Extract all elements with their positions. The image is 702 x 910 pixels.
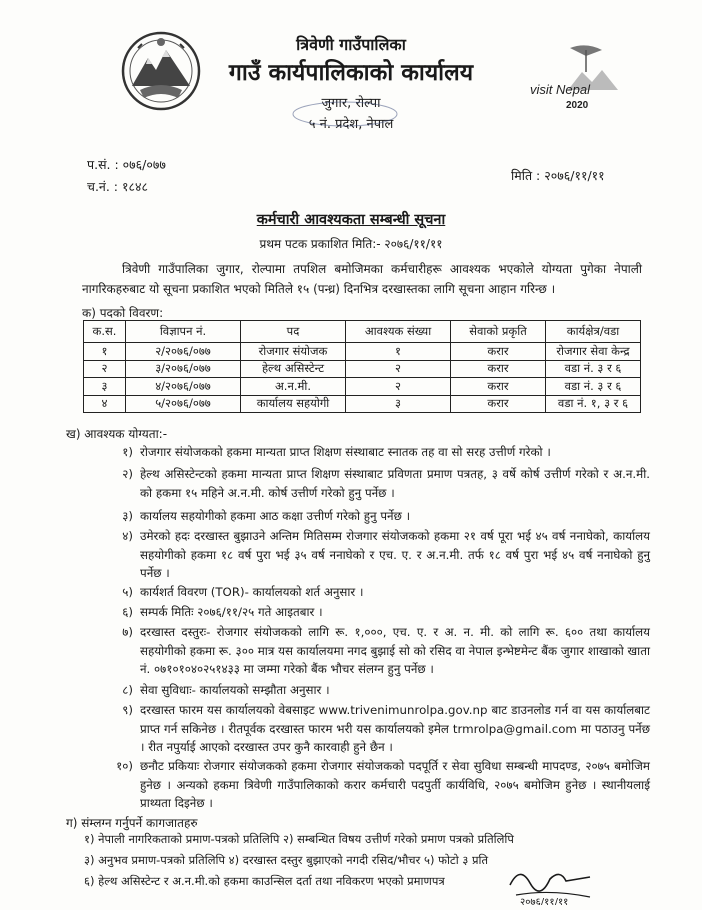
dispatch-number: च.नं. : १८४८	[87, 179, 148, 194]
office-province: ५ नं. प्रदेश, नेपाल	[308, 117, 394, 132]
requirement-text: छनौट प्रकियाः रोजगार संयोजकको हकमा रोजगार संयोजकको पदपूर्ति र सेवा सुविधा सम्बन्धी मापदण्ड, २०७५ बमोजिम हुनेछ । अन्यको हकमा त्रिवेणी गाउँपालिकाको करार कर्मचारी पदपुर्ती कार्यविधि, २०७५ बमोजिम हुनेछ । स्थानीयलाई प्राथ्यता दिइनेछ ।	[140, 759, 650, 810]
table-cell: करार	[451, 360, 546, 378]
table-row	[84, 343, 641, 361]
table-cell: अ.न.मी.	[241, 378, 346, 396]
attachment-line: १) नेपाली नागरिकताको प्रमाण-पत्रको प्रतिलिपि २) सम्बन्धित विषय उत्तीर्ण गरेको प्रमाण पत्रको प्रतिलिपि	[84, 832, 514, 846]
requirement-text: रोजगार संयोजकको हकमा मान्यता प्राप्त शिक्षण संस्थाबाट स्नातक तह वा सो सरह उत्तीर्ण गरेको ।	[140, 445, 551, 459]
table-cell: ४	[84, 395, 126, 413]
visit-nepal-year: 2020	[566, 100, 589, 111]
section-post-details-heading: क) पदको विवरण:	[82, 306, 164, 320]
table-cell: करार	[451, 343, 546, 361]
visit-nepal-logo-icon	[530, 42, 622, 112]
office-name: गाउँ कार्यपालिकाको कार्यालय	[228, 60, 474, 86]
table-cell: वडा नं. ३ र ६	[546, 378, 641, 396]
table-cell: करार	[451, 378, 546, 396]
requirement-text: सम्पर्क मितिः २०७६/११/२५ गते आइतबार ।	[140, 605, 323, 619]
signature-date: २०७६/११/११	[520, 897, 569, 905]
table-row	[84, 395, 641, 413]
attachment-line: ३) अनुभव प्रमाण-पत्रको प्रतिलिपि ४) दरखास्त दस्तुर बुझाएको नगदी रसिद/भौचर ५) फोटो ३ प्रति	[84, 853, 489, 867]
requirement-number: ७)	[122, 625, 133, 639]
requirement-number: ५)	[122, 585, 133, 599]
table-cell: रोजगार संयोजक	[241, 343, 346, 361]
office-stamp-mark	[290, 100, 400, 128]
table-header-cell: कार्यक्षेत्र/वडा	[546, 321, 641, 343]
table-header-cell: सेवाको प्रकृति	[451, 321, 546, 343]
posts-table	[83, 320, 641, 413]
section-attachments-heading: ग) संम्लग्न गर्नुपर्ने कागजातहरु	[66, 816, 198, 830]
table-cell: १	[346, 343, 451, 361]
table-cell: वडा नं. १, ३ र ६	[546, 395, 641, 413]
requirement-text: उमेरको हदः दरखास्त बुझाउने अन्तिम मितिसम्म रोजगार संयोजकको हकमा २१ वर्ष पूरा भई ४५ वर्ष ननाघेको, कार्यालय सहयोगीको हकमा १८ वर्ष पुरा भई ३५ वर्ष ननाघेको र एच. ए. र अ.न.मी. तर्फ १८ वर्ष पुरा भई ४५ वर्ष ननाघेको हुनु पर्नेछ ।	[140, 529, 650, 580]
table-cell: वडा नं. ३ र ६	[546, 360, 641, 378]
intro-paragraph: त्रिवेणी गाउँपालिका जुगार, रोल्पामा तपशिल बमोजिमका कर्मचारीहरू आवश्यक भएकोले योग्यता पुगेका नेपाली नागरिकहरुबाट यो सूचना प्रकाशित भएको मितिले १५ (पन्ध्र) दिनभित्र दरखास्तका लागि सूचना आहान गरिन्छ ।	[82, 262, 642, 296]
attachment-line: ६) हेल्थ असिस्टेन्ट र अ.न.मी.को हकमा काउन्सिल दर्ता तथा नविकरण भएको प्रमाणपत्र	[84, 874, 445, 888]
requirement-text: सेवा सुविधाः- कार्यालयको सम्झौता अनुसार ।	[140, 683, 330, 697]
table-cell: २	[346, 378, 451, 396]
notice-title: कर्मचारी आवश्यकता सम्बन्धी सूचना	[256, 212, 446, 228]
table-cell: ३	[346, 395, 451, 413]
requirement-number: ८)	[122, 683, 133, 697]
table-header-cell: विज्ञापन नं.	[126, 321, 241, 343]
requirement-text: कार्यशर्त विवरण (TOR)- कार्यालयको शर्त अनुसार ।	[140, 585, 364, 599]
office-address: जुगार, रोल्पा	[321, 96, 381, 111]
table-header-row	[84, 321, 641, 343]
requirement-text: दरखास्त फारम यस कार्यालयको वेबसाइट www.trivenimunrolpa.gov.np बाट डाउनलोड गर्न वा यस कार्यालबाट प्राप्त गर्न सकिनेछ । रीतपूर्वक दरखास्त फारम भरी यस कार्यालयको इमेल trmrolpa@gmail.com मा पठाउनु पर्नेछ । रीत नपुर्याई आएको दरखास्त उपर कुनै कारवाही हुने छैन ।	[140, 703, 650, 754]
reference-number: प.सं. : ०७६/०७७	[87, 157, 166, 172]
requirement-text: हेल्थ असिस्टेन्टको हकमा मान्यता प्राप्त शिक्षण संस्थाबाट प्रविणता प्रमाण पत्रतह, ३ वर्षे कोर्ष उत्तीर्ण गरेको र अ.न.मी. को हकमा १५ महिने अ.न.मी. कोर्ष उत्तीर्ण गरेको हुनु पर्नेछ ।	[140, 467, 650, 500]
section-requirements-heading: ख) आवश्यक योग्यता:-	[66, 427, 168, 441]
table-cell: ३	[84, 378, 126, 396]
table-header-cell: क.स.	[84, 321, 126, 343]
table-cell: रोजगार सेवा केन्द्र	[546, 343, 641, 361]
requirement-text: कार्यालय सहयोगीको हकमा आठ कक्षा उत्तीर्ण गरेको हुनु पर्नेछ ।	[140, 509, 411, 523]
table-row	[84, 360, 641, 378]
requirement-number: ९)	[122, 703, 133, 717]
requirement-number: १)	[122, 445, 133, 459]
table-cell: ४/२०७६/०७७	[126, 378, 241, 396]
table-cell: ३/२०७६/०७७	[126, 360, 241, 378]
requirement-text: दरखास्त दस्तुरः- रोजगार संयोजकको लागि रू. १,०००, एच. ए. र अ. न. मी. को लागि रू. ६०० तथा कार्यालय सहयोगीको हकमा रू. ३०० मात्र यस कार्यालयमा नगद बुझाई सो को रसिद वा नेपाल इन्भेष्टमेन्ट बैंक जुगार शाखाको खाता नं. ०७१०१०४०२५१४३३ मा जम्मा गरेको बैंक भौचर संलग्न हुनु पर्नेछ ।	[140, 625, 650, 676]
table-cell: कार्यालय सहयोगी	[241, 395, 346, 413]
table-header-cell: पद	[241, 321, 346, 343]
requirement-number: ६)	[122, 605, 133, 619]
requirement-number: २)	[122, 467, 133, 481]
table-cell: २	[84, 360, 126, 378]
table-cell: करार	[451, 395, 546, 413]
requirement-number: ३)	[122, 509, 133, 523]
publication-date: प्रथम पटक प्रकाशित मिति:- २०७६/११/११	[259, 237, 443, 251]
notice-date: मिति : २०७६/११/११	[511, 168, 605, 183]
requirement-number: ४)	[122, 529, 133, 543]
table-cell: हेल्थ असिस्टेन्ट	[241, 360, 346, 378]
table-header-cell: आवश्यक संख्या	[346, 321, 451, 343]
org-name: त्रिवेणी गाउँपालिका	[296, 35, 406, 54]
table-cell: २	[346, 360, 451, 378]
visit-nepal-text: visit Nepal	[530, 82, 590, 97]
requirement-number: १०)	[116, 759, 133, 773]
table-cell: २/२०७६/०७७	[126, 343, 241, 361]
signature-mark	[500, 855, 620, 905]
table-row	[84, 378, 641, 396]
table-cell: ५/२०७६/०७७	[126, 395, 241, 413]
table-cell: १	[84, 343, 126, 361]
